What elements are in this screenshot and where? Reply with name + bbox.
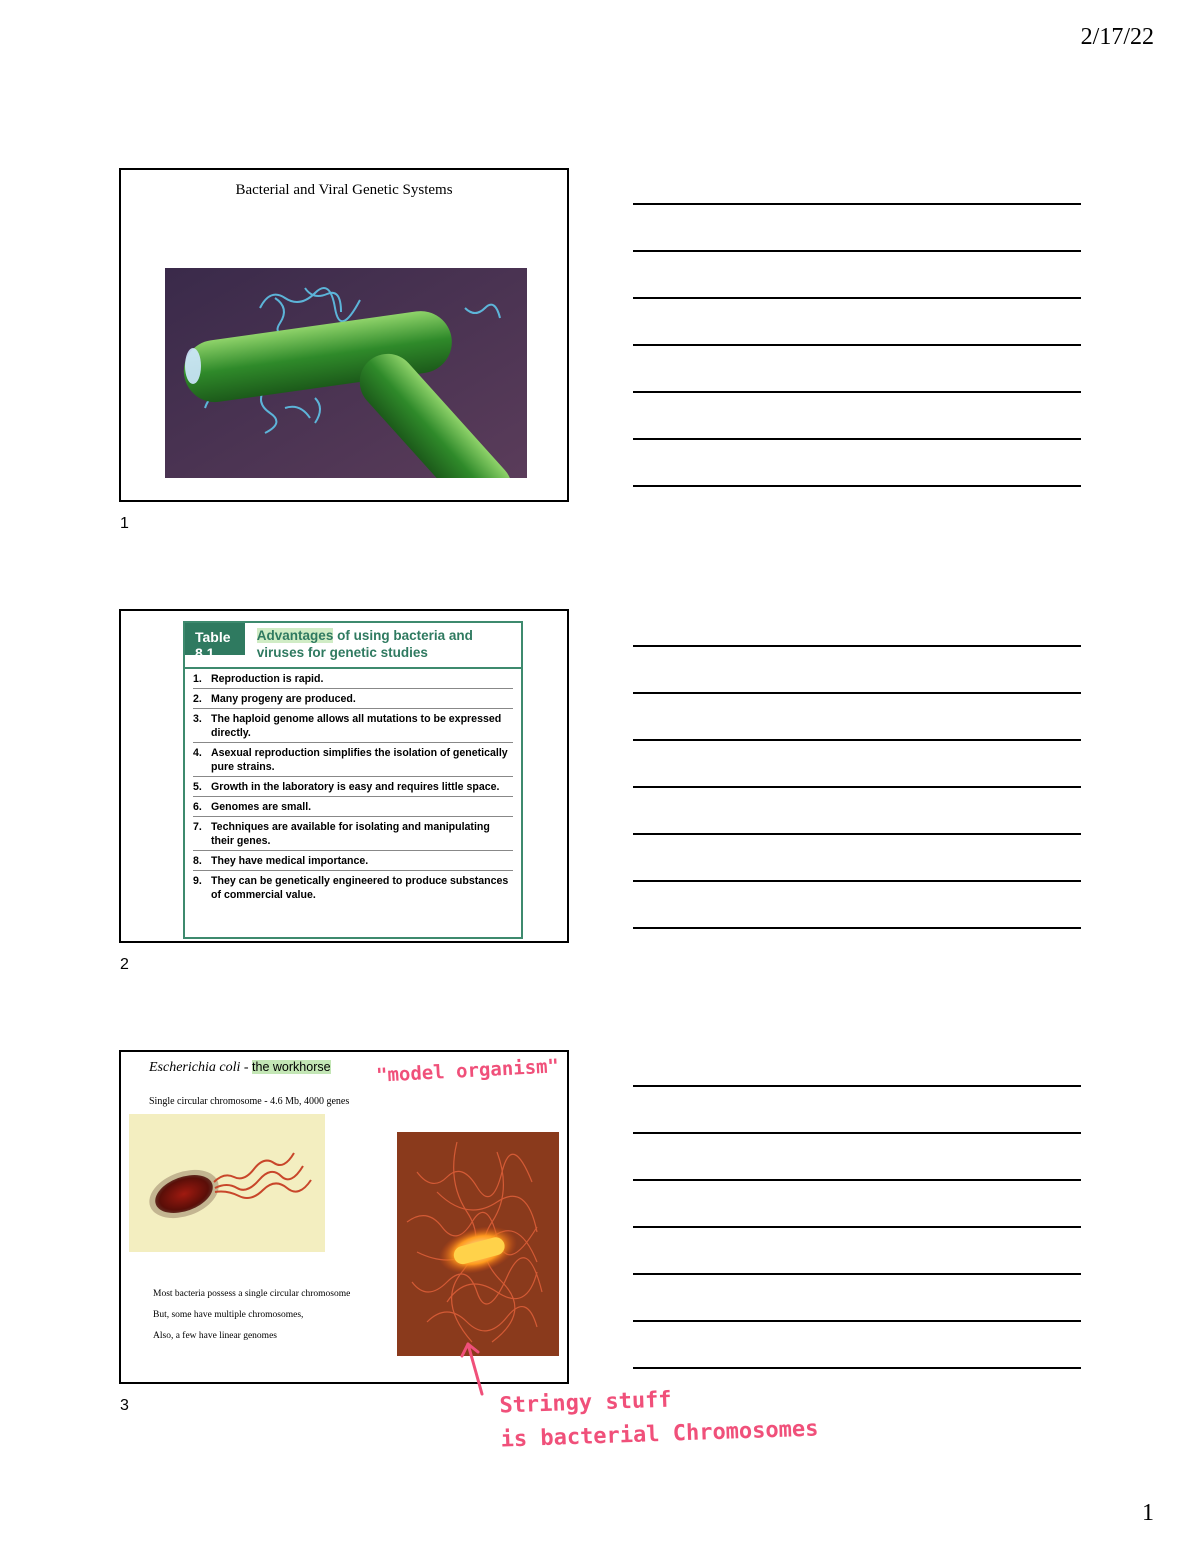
list-item: 5. Growth in the laboratory is easy and requires little space. — [193, 777, 513, 797]
list-item: 8. They have medical importance. — [193, 851, 513, 871]
slide-2-number: 2 — [120, 956, 129, 973]
table-title — [245, 623, 521, 661]
list-item: 9. They can be genetically engineered to produce substances of commercial value. — [193, 875, 509, 901]
slide-1-title: Bacterial and Viral Genetic Systems — [235, 182, 453, 198]
table-title-highlight: Advantages — [256, 628, 334, 643]
list-item: 2. Many progeny are produced. — [193, 689, 513, 709]
table-8-1 — [183, 621, 523, 939]
list-item: 3. The haploid genome allows all mutations to be expressed directly. — [193, 709, 513, 743]
handwritten-arrow-icon — [460, 1340, 500, 1400]
slide-3-title: Escherichia coli - the workhorse — [149, 1060, 331, 1075]
slide-2 — [119, 609, 569, 943]
list-item: 4. Asexual reproduction simplifies the isolation of genetically pure strains. — [193, 743, 513, 777]
slide-3-number: 3 — [120, 1397, 129, 1414]
advantages-list — [185, 669, 521, 904]
notes-lines-3 — [633, 1085, 1081, 1414]
list-item: 6. Genomes are small. — [193, 797, 513, 817]
notes-lines-2 — [633, 645, 1081, 974]
table-title-rest: of using bacteria and viruses for genetic studies — [256, 628, 473, 660]
list-item: 1. Reproduction is rapid. — [193, 669, 513, 689]
chromosome-spread-image — [397, 1132, 559, 1356]
table-header — [185, 623, 521, 669]
slide-1-number: 1 — [120, 515, 129, 532]
notes-lines-1 — [633, 203, 1081, 532]
note-line: Also, a few have linear genomes — [153, 1331, 277, 1341]
handwritten-stringy-note: Stringy stuff is bacterial Chromosomes — [499, 1387, 819, 1453]
list-item: 7. Techniques are available for isolating and manipulating their genes. — [193, 817, 513, 851]
note-line: Most bacteria possess a single circular chromosome — [153, 1289, 351, 1299]
ecoli-flagella-image — [129, 1114, 325, 1252]
note-line: But, some have multiple chromosomes, — [153, 1310, 304, 1320]
table-tag: Table 8.1 — [185, 623, 245, 655]
bacteria-micrograph-image — [165, 268, 527, 478]
handwritten-model-organism: "model organism" — [375, 1055, 560, 1087]
slide-3-subtitle: Single circular chromosome - 4.6 Mb, 4000 genes — [149, 1096, 350, 1107]
page-number: 1 — [1142, 1500, 1154, 1526]
slide-3-notes — [153, 1288, 353, 1351]
slide-1 — [119, 168, 569, 502]
page-date: 2/17/22 — [1080, 24, 1154, 50]
title-highlight: the workhorse — [252, 1060, 331, 1074]
slide-3 — [119, 1050, 569, 1384]
